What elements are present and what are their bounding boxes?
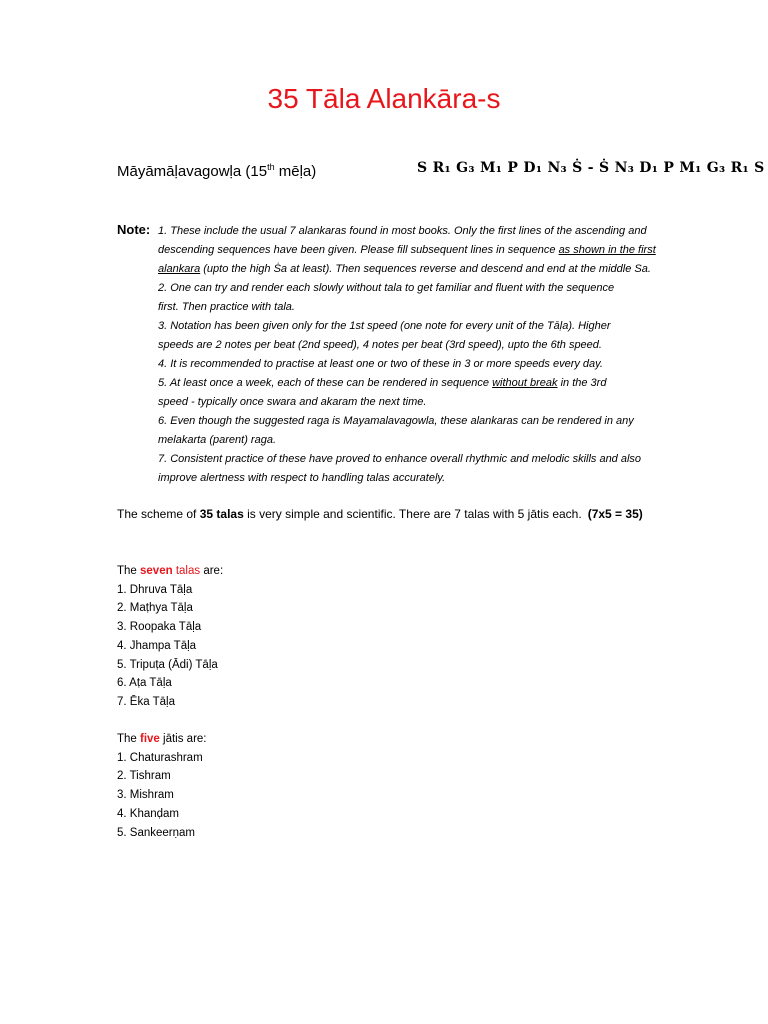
list-item: 1. Chaturashram: [117, 751, 203, 764]
note-body: [158, 222, 678, 488]
list-item: 2. Maṭhya Tāḷa: [117, 602, 193, 615]
jatis-list: [117, 730, 207, 842]
note-line: first. Then practice with tala.: [158, 301, 295, 313]
list-item: 3. Roopaka Tāḷa: [117, 621, 202, 634]
note-line: speeds are 2 notes per beat (2nd speed), 4 notes per beat (3rd speed), upto the 6th speed.: [158, 339, 602, 351]
note-line: 6. Even though the suggested raga is Mayamalavagowla, these alankaras can be rendered in any: [158, 415, 634, 427]
note-line: melakarta (parent) raga.: [158, 434, 276, 446]
note-line: 1. These include the usual 7 alankaras found in most books. Only the first lines of the ascending and: [158, 225, 647, 237]
raga-name: Māyāmāḷavagowḷa (15th mēḷa): [117, 162, 317, 180]
list-item: 4. Jhampa Tāḷa: [117, 639, 197, 652]
list-item: 5. Sankeerṇam: [117, 826, 195, 839]
list-item: 3. Mishram: [117, 789, 174, 802]
note-line: 3. Notation has been given only for the 1st speed (one note for every unit of the Tāḷa). Higher: [158, 320, 611, 332]
note-line: improve alertness with respect to handling talas accurately.: [158, 472, 446, 484]
note-label: Note:: [117, 222, 151, 237]
swara-notation: S R₁ G₃ M₁ P D₁ N₃ Ṡ - Ṡ N₃ D₁ P M₁ G₃ R₁ S: [417, 160, 765, 176]
note-line: 4. It is recommended to practise at least one or two of these in 3 or more speeds every day.: [158, 358, 603, 370]
note-line: 2. One can try and render each slowly without tala to get familiar and fluent with the sequence: [158, 282, 615, 294]
note-line: 5. At least once a week, each of these can be rendered in sequence without break in the 3rd: [158, 377, 607, 389]
note-line: alankara (upto the high Ṡa at least). Then sequences reverse and descend and end at the middle Sa.: [158, 263, 651, 275]
note-line: speed - typically once swara and akaram the next time.: [158, 396, 427, 408]
list-item: 7. Ēka Tāḷa: [117, 695, 175, 708]
talas-heading: The seven talas are:: [117, 565, 224, 577]
list-item: 1. Dhruva Tāḷa: [117, 583, 193, 596]
note-line: descending sequences have been given. Please fill subsequent lines in sequence as shown in the first: [158, 244, 656, 256]
list-item: 5. Tripuṭa (Ādi) Tāḷa: [117, 658, 218, 671]
raga-header: [117, 160, 765, 184]
page-title: 35 Tāla Alankāra-s: [267, 82, 501, 114]
talas-list: [117, 562, 223, 712]
list-item: 2. Tishram: [117, 770, 171, 783]
note-line: 7. Consistent practice of these have proved to enhance overall rhythmic and melodic skills and also: [158, 453, 642, 465]
jatis-heading: The five jātis are:: [117, 733, 207, 745]
scheme-equation: (7x5 = 35): [587, 507, 643, 521]
list-item: 4. Khanḍam: [117, 807, 180, 820]
list-item: 6. Aṭa Tāḷa: [117, 677, 172, 690]
scheme-sentence: The scheme of 35 talas is very simple and scientific. There are 7 talas with 5 jātis each. (7x5 = 35): [117, 507, 643, 521]
